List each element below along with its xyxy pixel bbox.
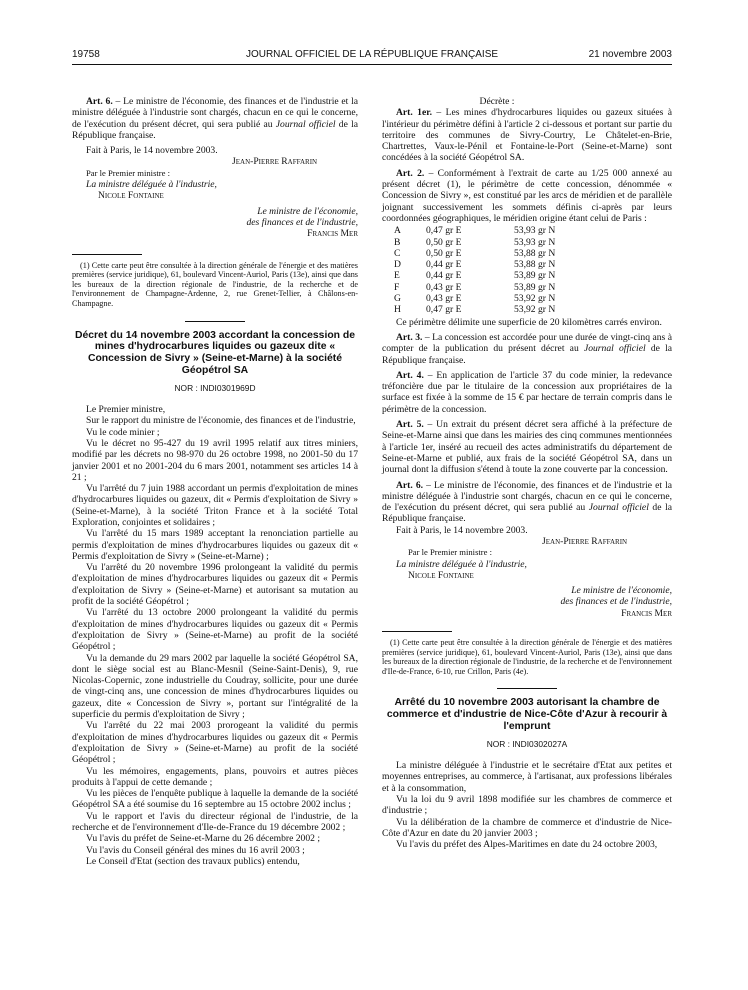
article-4: Art. 4. – En application de l'article 37 du code minier, la redevance tréfoncière due par le titulaire de la concession aux propriétaires de la surface est fixée à la somme de 15 € par hectare de terrain compris dans le périmètre de la concession. — [382, 369, 673, 415]
coordinate-row — [394, 237, 555, 248]
coordinate-n: 53,89 gr N — [514, 270, 556, 282]
footnote-right: (1) Cette carte peut être consultée à la direction générale de l'énergie et des matières premières (service juridique), 61, boulevard Vincent-Auriol, Paris (13e), ainsi que dans les bureaux de la direction régionale de l'industrie, de la recherche et de l'environnement d'Ile-de-France, 6-10, rue Crillon, Paris (4e). — [382, 638, 672, 676]
coordinate-n: 53,88 gr N — [514, 259, 556, 271]
section-separator-right — [497, 688, 557, 689]
section-separator — [185, 321, 245, 322]
coordinate-n: 53,93 gr N — [514, 225, 556, 237]
coordinate-n: 53,89 gr N — [514, 281, 556, 293]
coordinate-e: 0,47 gr E — [426, 225, 462, 237]
journal-title: JOURNAL OFFICIEL DE LA RÉPUBLIQUE FRANÇAISE — [245, 49, 499, 60]
coordinate-row — [394, 282, 555, 293]
coordinate-n: 53,92 gr N — [514, 293, 556, 305]
issue-date: 21 novembre 2003 — [588, 49, 672, 60]
right-paragraph: La ministre déléguée à l'industrie et le secrétaire d'Etat aux petites et moyennes entreprises, au commerce, à l'artisanat, aux professions libérales et à la consommation, — [382, 760, 672, 794]
nor-reference: NOR : INDI0301969D — [174, 382, 256, 393]
left-paragraph: Vu l'arrêté du 22 mai 2003 prorogeant la validité du permis d'exploitation de mines d'hydrocarbures liquides ou gazeux dit « Permis d'exploitation de Sivry » (Seine-et-Marne) au profit de la société Géopétrol ; — [72, 720, 358, 766]
article-2: Art. 2. – Conformément à l'extrait de carte au 1/25 000 annexé au présent décret (1), le périmètre de cette concession, dénommée « Concession de Sivry », est constitué par les arcs de méridien et de parallèle joignant successivement les sommets définis ci-après par leurs coordonnées géographiques, le méridien origine étant celui de Paris : — [382, 167, 672, 224]
signature-premier-ministre-right: Jean-Pierre Raffarin — [542, 535, 628, 547]
article-3: Art. 3. – La concession est accordée pour une durée de vingt-cinq ans à compter de la publication du présent décret au Journal officiel de la République française. — [382, 331, 672, 366]
signature-fontaine-right: Nicole Fontaine — [408, 569, 474, 581]
footnote-left: (1) Cette carte peut être consultée à la direction générale de l'énergie et des matières premières (service juridique), 61, boulevard Vincent-Auriol, Paris (13e), ainsi que dans les bureaux de la direction régionale de l'industrie, de la recherche et de l'environnement de Champagne-Ardenne, 2, rue Grenet-Tellier, à Châlons-en-Champagne. — [72, 260, 358, 308]
coordinate-n: 53,93 gr N — [514, 236, 556, 248]
left-paragraph: Sur le rapport du ministre de l'économie, des finances et de l'industrie, — [86, 415, 356, 427]
coordinate-pt: C — [394, 247, 401, 259]
decrete: Décrète : — [479, 96, 515, 107]
article-6-previous: Art. 6. – Le ministre de l'économie, des finances et de l'industrie et la ministre déléguée à l'industrie sont chargés, chacun en ce qui le concerne, de l'exécution du présent décret, qui sera publié au Journal officiel de la République française. — [72, 96, 359, 141]
coordinate-row — [394, 304, 555, 315]
left-paragraph: Vu les pièces de l'enquête publique à laquelle la demande de la société Géopétrol SA a été soumise du 16 septembre au 15 octobre 2002 inclus ; — [72, 788, 358, 811]
ministre-economie-right-line2: des finances et de l'industrie, — [560, 596, 672, 608]
coordinate-n: 53,88 gr N — [514, 247, 556, 259]
coordinate-pt: E — [394, 270, 400, 282]
fait-a-paris: Fait à Paris, le 14 novembre 2003. — [86, 145, 218, 157]
coordinate-e: 0,43 gr E — [426, 281, 462, 293]
coordinate-pt: A — [394, 225, 401, 237]
arrete-title: Arrêté du 10 novembre 2003 autorisant la chambre de commerce et d'industrie de Nice-Côte d'Azur à recourir à l'emprunt — [386, 697, 668, 733]
coordinate-e: 0,44 gr E — [426, 259, 462, 271]
coordinate-row — [394, 270, 555, 281]
page-number: 19758 — [72, 49, 100, 60]
ministre-economie-line1: Le ministre de l'économie, — [257, 205, 358, 217]
fait-a-paris-right: Fait à Paris, le 14 novembre 2003. — [396, 524, 528, 536]
decret-visas — [72, 404, 358, 867]
coordinate-pt: B — [394, 236, 401, 248]
left-paragraph: Vu l'arrêté du 20 novembre 1996 prolongeant la validité du permis d'exploitation de mines d'hydrocarbures liquides ou gazeux dit « Permis d'exploitation de Sivry » (Seine-et-Marne) et autorisant sa mutation au profit de la société Géopétrol ; — [72, 562, 358, 608]
left-paragraph: Vu le rapport et l'avis du directeur régional de l'industrie, de la recherche et de l'environnement d'Ile-de-France du 19 décembre 2002 ; — [72, 810, 358, 833]
coordinate-pt: G — [394, 293, 401, 305]
footnote-rule — [72, 254, 142, 255]
header-rule — [72, 64, 672, 65]
left-paragraph: Vu l'avis du Conseil général des mines du 16 avril 2003 ; — [86, 844, 305, 856]
left-paragraph: Vu l'arrêté du 7 juin 1988 accordant un permis d'exploitation de mines d'hydrocarbures liquides ou gazeux, dit « Permis d'exploitation de Sivry » (Seine-et-Marne), à la société Triton France et à la société Total Exploration, conjointes et solidaires ; — [72, 483, 358, 528]
coordinate-pt: H — [394, 304, 401, 316]
coordinate-e: 0,50 gr E — [426, 236, 462, 248]
ministre-deleguee-right: La ministre déléguée à l'industrie, — [396, 558, 527, 570]
left-paragraph: Vu l'arrêté du 15 mars 1989 acceptant la renonciation partielle au permis d'exploitation de mines d'hydrocarbures liquides ou gazeux dit « Permis d'exploitation de Sivry » (Seine-et-Marne) ; — [72, 528, 358, 562]
coordinate-row — [394, 293, 555, 304]
right-paragraph: Vu la délibération de la chambre de commerce et d'industrie de Nice-Côte d'Azur en date du 20 janvier 2003 ; — [382, 816, 672, 839]
page-header — [72, 49, 672, 63]
coordinate-e: 0,50 gr E — [426, 247, 462, 259]
left-paragraph: Vu l'avis du préfet de Seine-et-Marne du 26 décembre 2002 ; — [86, 833, 320, 845]
decret-title: Décret du 14 novembre 2003 accordant la concession de mines d'hydrocarbures liquides ou gazeux dite « Concession de Sivry » (Seine-et-Marne) à la société Géopétrol SA — [74, 329, 356, 376]
coordinate-pt: F — [394, 281, 400, 293]
coordinate-row — [394, 225, 555, 236]
coordinate-row — [394, 259, 555, 270]
coordinate-n: 53,92 gr N — [514, 304, 556, 316]
signature-premier-ministre: Jean-Pierre Raffarin — [232, 156, 318, 168]
coordinate-row — [394, 248, 555, 259]
coordinate-e: 0,43 gr E — [426, 293, 462, 305]
arrete-visas — [382, 760, 672, 850]
left-column — [72, 96, 358, 867]
coordinate-e: 0,44 gr E — [426, 270, 462, 282]
article-6: Art. 6. – Le ministre de l'économie, des finances et de l'industrie et la ministre déléguée à l'industrie sont chargés, chacun en ce qui le concerne, de l'exécution du présent décret, qui sera publié au Journal officiel de la République française. — [382, 479, 673, 525]
left-paragraph: Vu le code minier ; — [86, 426, 160, 438]
coordinates-table — [394, 225, 555, 315]
left-paragraph: Le Premier ministre, — [86, 404, 166, 416]
par-le-premier-ministre-right: Par le Premier ministre : — [408, 547, 493, 558]
right-paragraph: Vu l'avis du préfet des Alpes-Maritimes en date du 24 octobre 2003, — [396, 839, 658, 851]
signature-fontaine: Nicole Fontaine — [98, 190, 164, 202]
left-paragraph: Vu les mémoires, engagements, plans, pouvoirs et autres pièces produits à l'appui de cette demande ; — [72, 765, 358, 788]
signature-mer: Francis Mer — [307, 228, 358, 240]
left-paragraph: Vu la demande du 29 mars 2002 par laquelle la société Géopétrol SA, dont le siège social est au Blanc-Mesnil (Seine-Saint-Denis), 9, rue Nicolas-Copernic, zone industrielle du Coudray, sollicite, pour une durée de vingt-cinq ans, une concession de mines d'hydrocarbures liquides ou gazeux, dite « Concession de Sivry », portant sur l'intégralité de la superficie du permis d'exploitation de Sivry ; — [72, 652, 358, 721]
ministre-economie-right-line1: Le ministre de l'économie, — [571, 585, 672, 597]
perimetre-superficie: Ce périmètre délimite une superficie de 20 kilomètres carrés environ. — [396, 316, 662, 328]
nor-reference-right: NOR : INDI0302027A — [486, 738, 568, 749]
left-paragraph: Vu le décret no 95-427 du 19 avril 1995 relatif aux titres miniers, modifié par les décrets no 98-970 du 26 octobre 1998, no 2001-50 du 17 janvier 2001 et no 2001-204 du 6 mars 2001, notamment ses articles 14 à 21 ; — [72, 437, 358, 483]
footnote-rule-right — [382, 631, 452, 632]
ministre-deleguee: La ministre déléguée à l'industrie, — [86, 179, 217, 191]
right-column — [382, 96, 672, 851]
signature-mer-right: Francis Mer — [621, 607, 672, 619]
coordinate-e: 0,47 gr E — [426, 304, 462, 316]
article-1: Art. 1er. – Les mines d'hydrocarbures liquides ou gazeux situées à l'intérieur du périmètre défini à l'article 2 ci-dessous et portant sur partie du territoire des communes de Sivry-Courtry, Le Châtelet-en-Brie, Chartrettes, Vaux-le-Pénil et Fontaine-le-Port (Seine-et-Marne) sont concédées à la société Géopétrol SA. — [382, 107, 673, 164]
coordinate-pt: D — [394, 259, 401, 271]
left-paragraph: Vu l'arrêté du 13 octobre 2000 prolongeant la validité du permis d'exploitation de mines d'hydrocarbures liquides ou gazeux dit « Permis d'exploitation de Sivry » (Seine-et-Marne) au profit de la société Géopétrol ; — [72, 607, 358, 653]
article-5: Art. 5. – Un extrait du présent décret sera affiché à la préfecture de Seine-et-Marne ainsi que dans les mairies des cinq communes mentionnées à l'article 1er, inséré au recueil des actes administratifs du département de Seine-et-Marne et publié, aux frais de la société Géopétrol SA, dans un journal dont la diffusion s'étend à toute la zone couverte par la concession. — [382, 419, 672, 476]
left-paragraph: Le Conseil d'Etat (section des travaux publics) entendu, — [86, 855, 300, 867]
right-paragraph: Vu la loi du 9 avril 1898 modifiée sur les chambres de commerce et d'industrie ; — [382, 794, 672, 817]
ministre-economie-line2: des finances et de l'industrie, — [246, 216, 358, 228]
par-le-premier-ministre: Par le Premier ministre : — [86, 167, 171, 178]
